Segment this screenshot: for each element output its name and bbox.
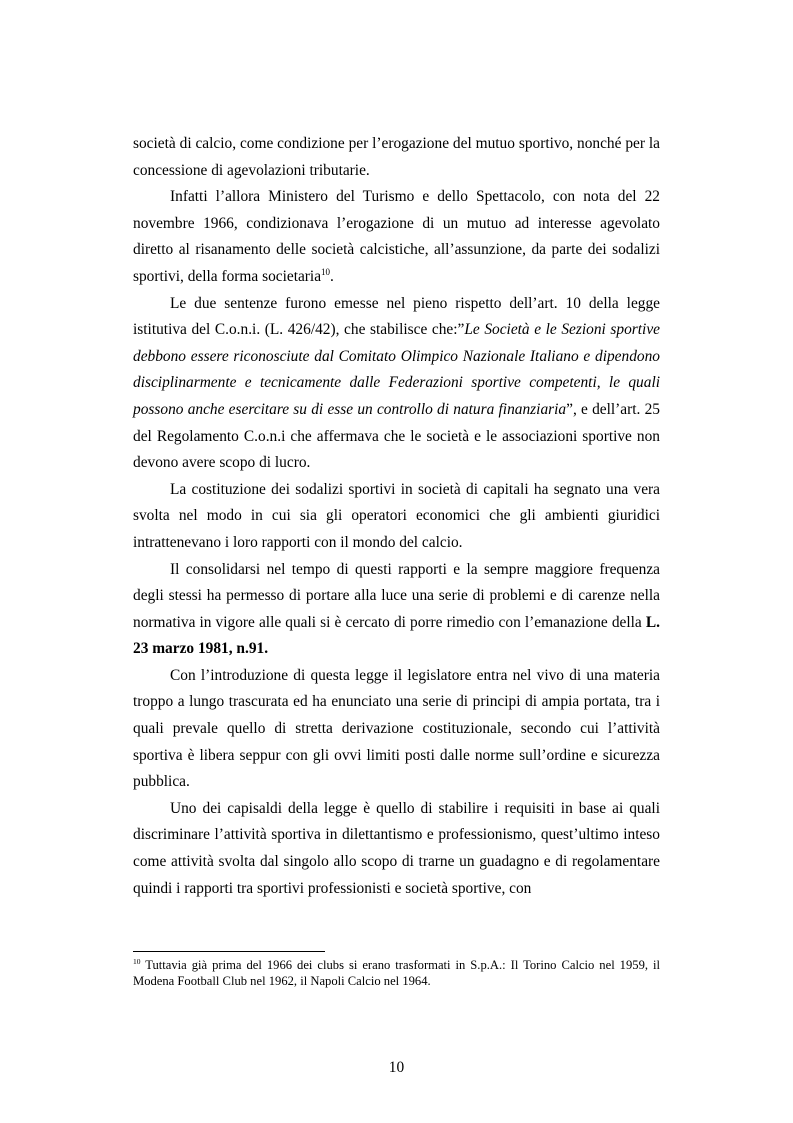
law-citation: L. 23 marzo 1981, n.91. <box>133 613 660 658</box>
text-segment: La costituzione dei sodalizi sportivi in società di capitali ha segnato una vera svolta nel modo in cui sia gli operatori economici che gli ambienti giuridici intrattenevano i loro rapporti con il mondo del calcio. <box>133 480 660 551</box>
text-segment: . <box>330 267 334 285</box>
paragraph-6 <box>133 663 660 796</box>
footnote-divider <box>133 951 325 952</box>
text-segment: ”, e dell’art. 25 del Regolamento C.o.n.i che affermava che le società e le associazioni sportive non devono avere scopo di lucro. <box>133 400 661 472</box>
quoted-law-text: Le Società e le Sezioni sportive debbono essere riconosciute dal Comitato Olimpico Nazionale Italiano e dipendono disciplinarmente e tecnicamente dalle Federazioni sportive competenti, le quali possono anche esercitare su di esse un controllo di natura finanziaria <box>133 321 660 418</box>
text-segment: Il consolidarsi nel tempo di questi rapporti e la sempre maggiore frequenza degli stessi ha permesso di portare alla luce una serie di problemi e di carenze nella normativa in vigore alle quali si è cercato di porre rimedio con l’emanazione della <box>133 560 660 631</box>
paragraph-5 <box>133 557 660 663</box>
paragraph-4 <box>133 477 660 557</box>
footnote-number: 10 <box>133 956 141 966</box>
paragraph-1 <box>133 131 660 184</box>
body-text <box>133 131 660 902</box>
footnote-reference[interactable]: 10 <box>321 266 331 277</box>
page-number: 10 <box>388 1059 405 1076</box>
paragraph-7 <box>133 796 660 902</box>
paragraph-2 <box>133 184 660 290</box>
text-segment: Infatti l’allora Ministero del Turismo e dello Spettacolo, con nota del 22 novembre 1966, condizionava l’erogazione di un mutuo ad interesse agevolato diretto al risanamento delle società calcistiche, all’assunzione, da parte dei sodalizi sportivi, della forma societaria <box>133 188 660 285</box>
text-segment: Le due sentenze furono emesse nel pieno rispetto dell’art. 10 della legge istitutiva del C.o.n.i. (L. 426/42), che stabilisce che:” <box>133 294 660 339</box>
text-segment: Con l’introduzione di questa legge il legislatore entra nel vivo di una materia troppo a lungo trascurata ed ha enunciato una serie di principi di ampia portata, tra i quali prevale quello di stretta derivazione costituzionale, secondo cui l’attività sportiva è libera seppur con gli ovvi limiti posti dalle norme sull’ordine e sicurezza pubblica. <box>133 666 660 791</box>
text-segment: Uno dei capisaldi della legge è quello di stabilire i requisiti in base ai quali discriminare l’attività sportiva in dilettantismo e professionismo, quest’ultimo inteso come attività svolta dal singolo allo scopo di trarne un guadagno e di regolamentare quindi i rapporti tra sportivi professionisti e società sportive, con <box>133 799 660 897</box>
paragraph-3 <box>133 291 660 477</box>
text-segment: società di calcio, come condizione per l’erogazione del mutuo sportivo, nonché per la concessione di agevolazioni tributarie. <box>133 135 660 179</box>
footnote-text: Tuttavia già prima del 1966 dei clubs si erano trasformati in S.p.A.: Il Torino Calcio nel 1959, il Modena Football Club nel 1962, il Napoli Calcio nel 1964. <box>133 958 660 989</box>
footnote <box>133 957 660 989</box>
